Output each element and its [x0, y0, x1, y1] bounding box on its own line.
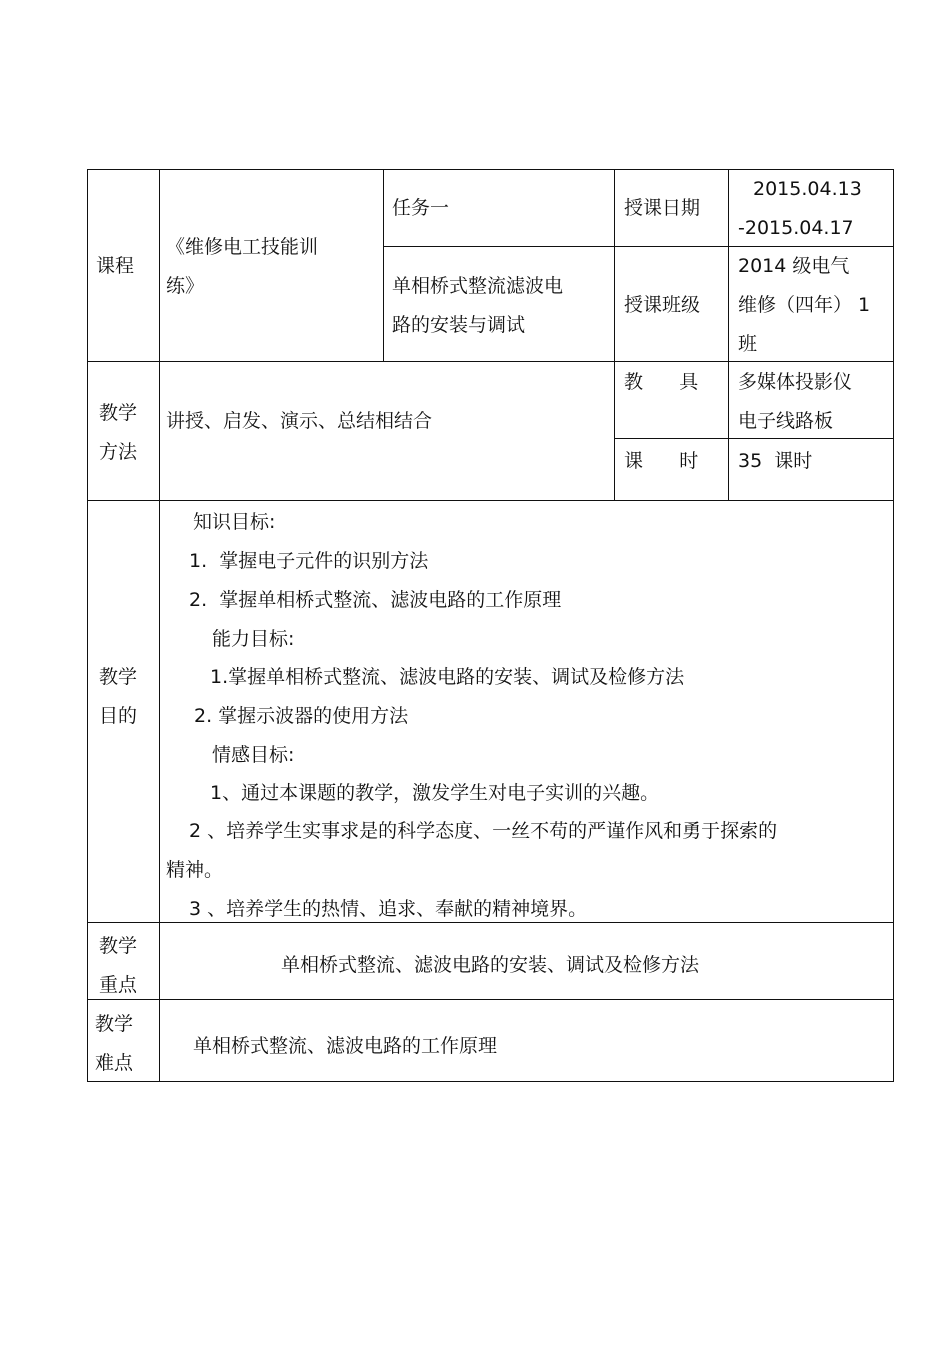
knowledge-item-2: 2. 掌握单相桥式整流、滤波电路的工作原理	[189, 589, 562, 611]
ability-item-2: 2. 掌握示波器的使用方法	[194, 705, 409, 727]
objectives-label-line2: 目的	[99, 705, 138, 727]
table-border	[87, 169, 894, 170]
key-points-content: 单相桥式整流、滤波电路的安装、调试及检修方法	[281, 954, 700, 976]
method-label-line1: 教学	[99, 402, 138, 424]
table-border	[87, 500, 894, 501]
table-border	[87, 1081, 894, 1082]
difficulties-label-line1: 教学	[95, 1013, 134, 1035]
ability-item-1: 1.掌握单相桥式整流、滤波电路的安装、调试及检修方法	[210, 666, 685, 688]
table-border	[87, 169, 88, 1082]
emotion-item-3: 3 、培养学生的热情、追求、奉献的精神境界。	[189, 898, 588, 920]
table-border	[614, 438, 894, 439]
tools-line1: 多媒体投影仪	[738, 371, 853, 393]
course-name-line2: 练》	[166, 275, 205, 297]
tools-line2: 电子线路板	[738, 410, 834, 432]
task-label: 任务一	[392, 197, 450, 219]
emotion-heading: 情感目标:	[212, 744, 295, 766]
hours-value: 35 课时	[738, 450, 813, 472]
hours-label: 课 时	[624, 450, 699, 472]
table-border	[383, 169, 384, 362]
course-name-line1: 《维修电工技能训	[166, 236, 319, 258]
emotion-item-2-line2: 精神。	[166, 859, 224, 881]
difficulties-label-line2: 难点	[95, 1052, 134, 1074]
table-border	[614, 169, 615, 501]
difficulties-content: 单相桥式整流、滤波电路的工作原理	[193, 1035, 498, 1057]
table-border	[728, 169, 729, 501]
table-border	[87, 922, 894, 923]
class-line1: 2014 级电气	[738, 255, 850, 277]
task-title-line2: 路的安装与调试	[392, 314, 526, 336]
knowledge-item-1: 1. 掌握电子元件的识别方法	[189, 550, 429, 572]
method-label-line2: 方法	[99, 441, 138, 463]
ability-heading: 能力目标:	[212, 628, 295, 650]
table-border	[87, 361, 894, 362]
table-border	[893, 169, 894, 1082]
class-label: 授课班级	[624, 294, 701, 316]
key-points-label-line2: 重点	[99, 974, 138, 996]
date-label: 授课日期	[624, 197, 701, 219]
tools-label: 教 具	[624, 371, 699, 393]
table-border	[383, 246, 894, 247]
class-line2: 维修（四年） 1	[738, 294, 871, 316]
emotion-item-1: 1、通过本课题的教学，激发学生对电子实训的兴趣。	[210, 782, 660, 804]
date-line2: -2015.04.17	[738, 217, 854, 239]
task-title-line1: 单相桥式整流滤波电	[392, 275, 564, 297]
teaching-methods: 讲授、启发、演示、总结相结合	[166, 410, 433, 432]
objectives-label-line1: 教学	[99, 666, 138, 688]
knowledge-heading: 知识目标:	[193, 511, 276, 533]
key-points-label-line1: 教学	[99, 935, 138, 957]
table-border	[87, 999, 894, 1000]
emotion-item-2-line1: 2 、培养学生实事求是的科学态度、一丝不苟的严谨作风和勇于探索的	[189, 820, 778, 842]
table-border	[159, 169, 160, 1082]
class-line3: 班	[738, 333, 758, 355]
date-line1: 2015.04.13	[753, 178, 862, 200]
course-label: 课程	[96, 255, 135, 277]
